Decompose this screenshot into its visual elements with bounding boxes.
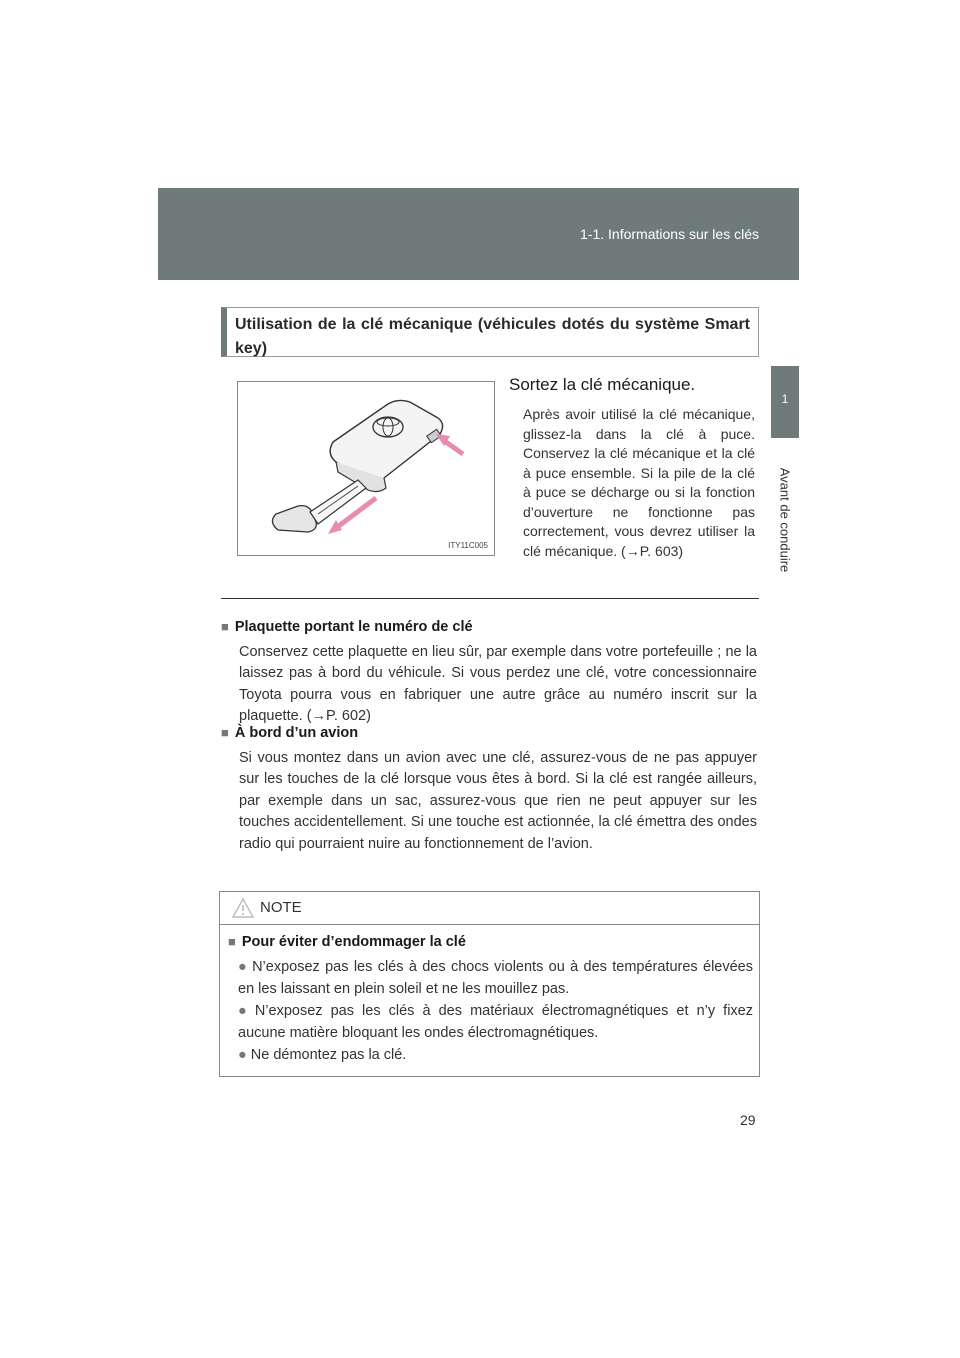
section-title: Utilisation de la clé mécanique (véhicules dotés du système Smart key) [221, 307, 759, 357]
note-subtitle: ■ Pour éviter d’endommager la clé [228, 934, 466, 950]
mechanical-key-head [272, 506, 316, 532]
chapter-side-label [772, 460, 798, 580]
section-breadcrumb: 1-1. Informations sur les clés [580, 226, 759, 242]
square-bullet-icon: ■ [221, 725, 229, 740]
square-bullet-icon: ■ [228, 934, 236, 949]
chapter-header-band [158, 188, 799, 280]
step-title: Sortez la clé mécanique. [509, 375, 696, 394]
note-item: ● Ne démontez pas la clé. [238, 1047, 407, 1063]
info-body: Conservez cette plaquette en lieu sûr, par exemple dans votre portefeuille ; ne la laissez pas à bord du véhicule. Si vous perdez une clé, votre concessionnaire Toyota pourra vous en fabriquer une autre grâce au numéro inscrit sur la plaquette. (→P. 602) [239, 643, 757, 724]
info-block-airplane [221, 722, 757, 855]
chapter-side-label-text: Avant de conduire [777, 467, 793, 573]
section-divider [221, 598, 759, 599]
note-header [220, 892, 759, 925]
note-box [219, 891, 760, 1077]
step-body: Après avoir utilisé la clé mécanique, glissez-la dans la clé à puce. Conservez la clé mécanique et la clé à puce ensemble. Si la pile de la clé à puce se décharge ou si la fonction d’ouverture ne fonctionne pas correctement, vous devrez utiliser la clé mécanique. (→P. 603) [523, 406, 755, 559]
info-title: ■ Plaquette portant le numéro de clé [221, 619, 473, 635]
note-item: ● N’exposez pas les clés à des chocs violents ou à des températures élevées en les laissant en plein soleil et ne les mouillez pas. [238, 959, 753, 997]
smart-key-drawing [238, 382, 494, 555]
illustration-code: ITY11C005 [448, 541, 488, 550]
note-title: NOTE [260, 899, 302, 916]
warning-triangle-icon [232, 898, 254, 918]
circle-bullet-icon: ● [238, 959, 249, 975]
info-block-key-plate [221, 616, 757, 728]
chapter-number: 1 [781, 392, 789, 406]
push-arrow-icon [436, 434, 463, 454]
chapter-tab [771, 366, 799, 438]
info-title: ■ À bord d’un avion [221, 725, 359, 741]
square-bullet-icon: ■ [221, 619, 229, 634]
circle-bullet-icon: ● [238, 1003, 251, 1019]
note-item: ● N’exposez pas les clés à des matériaux électromagnétiques et n’y fixez aucune matière bloquant les ondes électromagnétiques. [238, 1003, 753, 1041]
page-number: 29 [740, 1112, 756, 1128]
info-body: Si vous montez dans un avion avec une clé, assurez-vous de ne pas appuyer sur les touches de la clé lorsque vous êtes à bord. Si la clé est rangée ailleurs, par exemple dans un sac, assurez-vous que rien ne peut appuyer sur les touches accidentellement. Si une touche est actionnée, la clé émettra des ondes radio qui pourraient nuire au fonctionnement de l’avion. [239, 749, 757, 852]
circle-bullet-icon: ● [238, 1047, 247, 1063]
smart-key-illustration [237, 381, 495, 556]
